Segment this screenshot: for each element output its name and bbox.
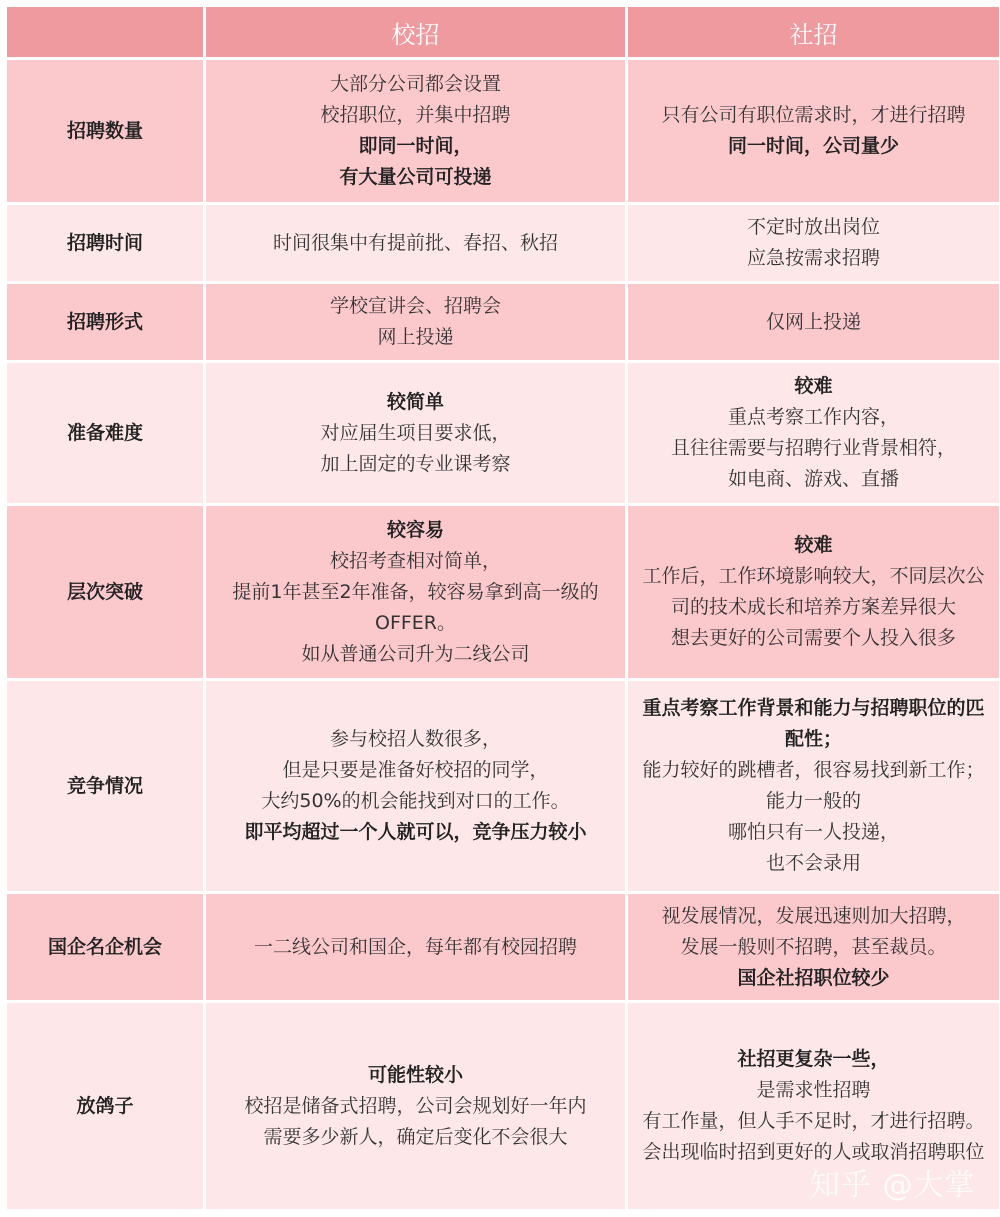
- table-row: [7, 284, 999, 360]
- campus-cell: [206, 894, 625, 1000]
- social-cell-line: 重点考察工作内容，: [727, 406, 899, 428]
- campus-cell-line: 学校宣讲会、招聘会: [329, 295, 501, 317]
- campus-cell-line: 较简单: [386, 390, 444, 413]
- campus-cell-line: 可能性较小: [367, 1063, 463, 1086]
- campus-cell-line: 需要多少新人，确定后变化不会很大: [263, 1125, 568, 1148]
- social-cell: [628, 681, 999, 891]
- row-label: 层次突破: [7, 506, 203, 678]
- social-cell-line: 同一时间，公司量少: [727, 135, 899, 157]
- social-cell-line: 应急按需求招聘: [746, 247, 880, 269]
- campus-cell-line: 对应届生项目要求低，: [320, 421, 511, 444]
- social-cell-line: 能力较好的跳槽者，很容易找到新工作；能力一般的: [642, 759, 985, 812]
- header-social: 社招: [628, 7, 999, 57]
- table-row: [7, 894, 999, 1000]
- campus-cell-line: 有大量公司可投递: [339, 166, 492, 188]
- campus-cell-line: 校招职位，并集中招聘: [320, 104, 511, 126]
- table-row: [7, 363, 999, 503]
- row-label: 准备难度: [7, 363, 203, 503]
- table-row: [7, 506, 999, 678]
- social-cell-line: 想去更好的公司需要个人投入很多: [670, 627, 956, 649]
- campus-cell-line: 加上固定的专业课考察: [320, 452, 511, 475]
- header-row: [7, 7, 999, 57]
- social-cell: [628, 60, 999, 202]
- social-cell-line: 工作后，工作环境影响较大，不同层次公司的技术成长和培养方案差异很大: [642, 565, 985, 618]
- social-cell-line: 视发展情况，发展迅速则加大招聘，: [661, 904, 966, 927]
- row-label: 放鸽子: [7, 1003, 203, 1209]
- social-cell: [628, 205, 999, 281]
- campus-cell-line: 大约50%的机会能找到对口的工作。: [261, 790, 570, 812]
- social-cell-line: 重点考察工作背景和能力与招聘职位的匹配性；: [642, 697, 985, 750]
- row-label: 招聘时间: [7, 205, 203, 281]
- campus-cell-line: 较容易: [386, 518, 444, 541]
- campus-cell-line: 即平均超过一个人就可以，竞争压力较小: [244, 821, 587, 843]
- social-cell: [628, 506, 999, 678]
- row-label: 招聘数量: [7, 60, 203, 202]
- social-cell-line: 发展一般则不招聘，甚至裁员。: [680, 935, 947, 958]
- campus-cell-line: 即同一时间，: [358, 135, 473, 157]
- campus-cell: [206, 60, 625, 202]
- campus-cell-line: 参与校招人数很多，: [329, 728, 501, 750]
- social-cell-line: 仅网上投递: [765, 310, 861, 333]
- campus-cell: [206, 1003, 625, 1209]
- header-campus: 校招: [206, 7, 625, 57]
- social-cell: [628, 284, 999, 360]
- campus-cell: [206, 363, 625, 503]
- row-label: 国企名企机会: [7, 894, 203, 1000]
- social-cell-line: 且往往需要与招聘行业背景相符，: [670, 437, 956, 459]
- social-cell-line: 不定时放出岗位: [746, 216, 880, 238]
- social-cell-line: 是需求性招聘: [756, 1079, 871, 1101]
- campus-cell: [206, 205, 625, 281]
- campus-cell-line: 但是只要是准备好校招的同学，: [282, 759, 549, 781]
- campus-cell: [206, 681, 625, 891]
- table-row: [7, 60, 999, 202]
- social-cell-line: 社招更复杂一些，: [737, 1048, 890, 1070]
- watermark: 知乎 @大掌: [810, 1168, 976, 1203]
- row-label: 竞争情况: [7, 681, 203, 891]
- campus-cell-line: 网上投递: [377, 326, 454, 348]
- social-cell: [628, 363, 999, 503]
- table-body: [7, 60, 999, 1209]
- social-cell-line: 有工作量，但人手不足时，才进行招聘。: [642, 1110, 985, 1132]
- social-cell-line: 会出现临时招到更好的人或取消招聘职位: [642, 1141, 985, 1163]
- table-row: [7, 205, 999, 281]
- comparison-table: [4, 4, 1000, 1212]
- social-cell-line: 只有公司有职位需求时，才进行招聘: [661, 104, 966, 126]
- campus-cell-line: 提前1年甚至2年准备，较容易拿到高一级的OFFER。: [232, 580, 599, 634]
- campus-cell-line: 校招是储备式招聘，公司会规划好一年内: [244, 1094, 587, 1117]
- campus-cell-line: 如从普通公司升为二线公司: [301, 642, 530, 665]
- campus-cell: [206, 284, 625, 360]
- social-cell-line: 较难: [794, 375, 833, 397]
- header-blank-cell: [7, 7, 203, 57]
- social-cell-line: 如电商、游戏、直播: [727, 468, 899, 490]
- social-cell: [628, 894, 999, 1000]
- table-row: [7, 681, 999, 891]
- social-cell-line: 也不会录用: [765, 852, 861, 874]
- campus-cell-line: 时间很集中有提前批、春招、秋招: [272, 231, 558, 254]
- campus-cell-line: 一二线公司和国企，每年都有校园招聘: [253, 935, 577, 958]
- social-cell-line: 国企社招职位较少: [737, 966, 890, 989]
- campus-cell-line: 校招考查相对简单，: [329, 549, 501, 572]
- campus-cell-line: 大部分公司都会设置: [329, 73, 501, 95]
- campus-cell: [206, 506, 625, 678]
- social-cell-line: 哪怕只有一人投递，: [727, 821, 899, 843]
- social-cell-line: 较难: [794, 534, 833, 556]
- row-label: 招聘形式: [7, 284, 203, 360]
